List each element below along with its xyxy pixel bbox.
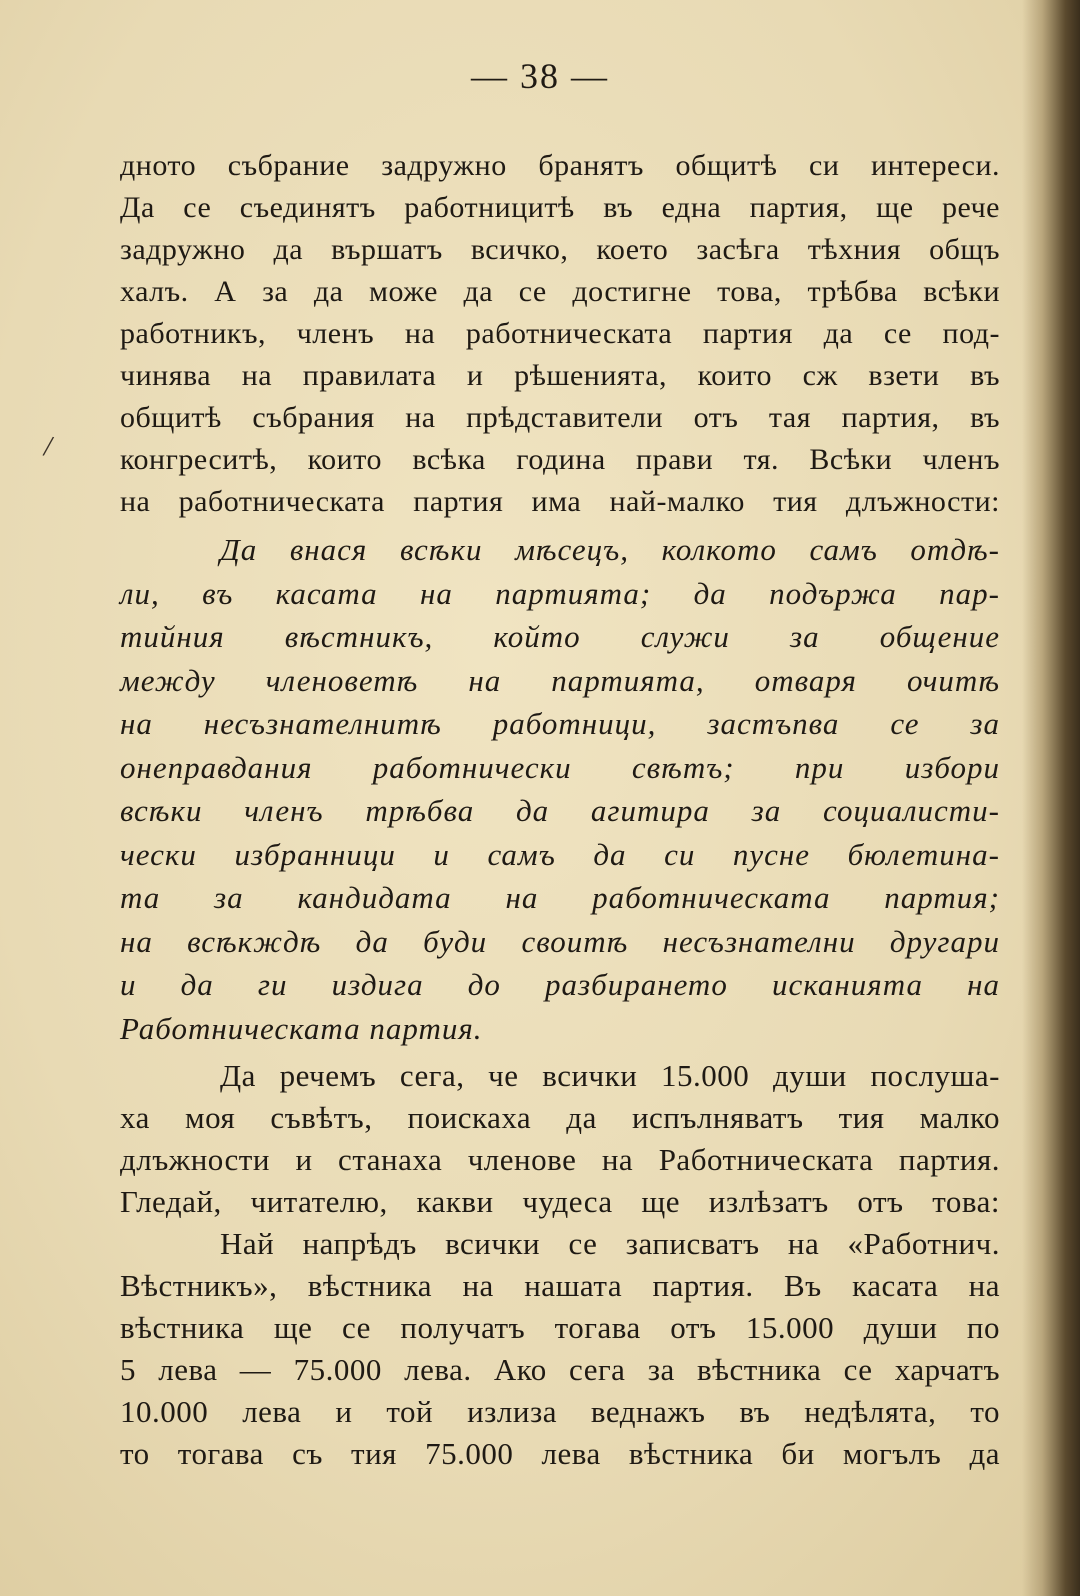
text-line: всѣки членъ трѣбва да агитира за социалисти- [120,793,1000,828]
text-line: ли, въ касата на партията; да подържа пар- [120,575,1000,611]
text-line: та за кандидата на работническата партия; [120,880,1000,915]
text-line: то тогава съ тия 75.000 лева вѣстника би могълъ да [120,1436,1000,1471]
text-line: Да речемъ сега, че всички 15.000 души послуша- [220,1058,1000,1093]
text-line: между членоветѣ на партията, отваря очитѣ [120,662,1000,698]
text-line: онеправдания работнически свѣтъ; при избори [120,749,1000,785]
paragraph-3 [120,1055,1000,1223]
text-line: задружно да вършатъ всичко, което засѣга тѣхния общъ [120,233,1000,266]
book-spine-shadow [1022,0,1080,1596]
text-line: чинява на правилата и рѣшенията, които сж взети въ [120,359,1000,392]
text-line: халъ. А за да може да се достигне това, трѣбва всѣки [120,275,1000,308]
page-number: — 38 — [471,56,609,96]
text-line: длъжности и станаха членове на Работническата партия. [120,1142,1000,1177]
text-line: 10.000 лева и той излиза веднажъ въ недѣлята, то [120,1394,1000,1429]
text-line: дното събрание задружно бранятъ общитѣ си интереси. [120,149,1000,182]
text-line: Работническата партия. [120,1010,483,1046]
text-line: Гледай, читателю, какви чудеса ще излѣзатъ отъ това: [120,1184,1000,1219]
text-line: конгреситѣ, които всѣка година прави тя. Всѣки членъ [120,443,1000,476]
text-line: ха моя съвѣтъ, поискаха да испълняватъ тия малко [120,1100,1000,1135]
text-line: на всѣкждѣ да буди своитѣ несъзнателни другари [120,923,1000,959]
text-line: тийния вѣстникъ, който служи за общение [120,619,1000,654]
text-line: Най напрѣдъ всички се записватъ на «Работнич. [220,1226,1000,1261]
text-line: вѣстника ще се получатъ тогава отъ 15.000 души по [120,1310,1000,1345]
paragraph-1 [120,145,1000,523]
text-line: Да внася всѣки мѣсецъ, колкото самъ отдѣ- [220,532,1000,567]
text-line: на несъзнателнитѣ работници, застъпва се за [120,706,1000,741]
text-line: на работническата партия има най-малко тия длъжности: [120,485,1000,518]
text-line: 5 лева — 75.000 лева. Ако сега за вѣстника се харчатъ [120,1352,1000,1387]
text-line: Вѣстникъ», вѣстника на нашата партия. Въ касата на [120,1268,1000,1303]
text-line: и да ги издига до разбирането исканията на [120,967,1000,1002]
text-line: чески избранници и самъ да си пусне бюлетина- [120,836,1000,872]
text-line: общитѣ събрания на прѣдставители отъ тая партия, въ [120,401,1000,434]
paragraph-4 [120,1223,1000,1475]
paragraph-italic-duties [120,528,1000,1050]
margin-mark: / [41,429,56,464]
text-line: Да се съединятъ работницитѣ въ една партия, ще рече [120,191,1000,224]
text-line: работникъ, членъ на работническата партия да се под- [120,317,1000,350]
